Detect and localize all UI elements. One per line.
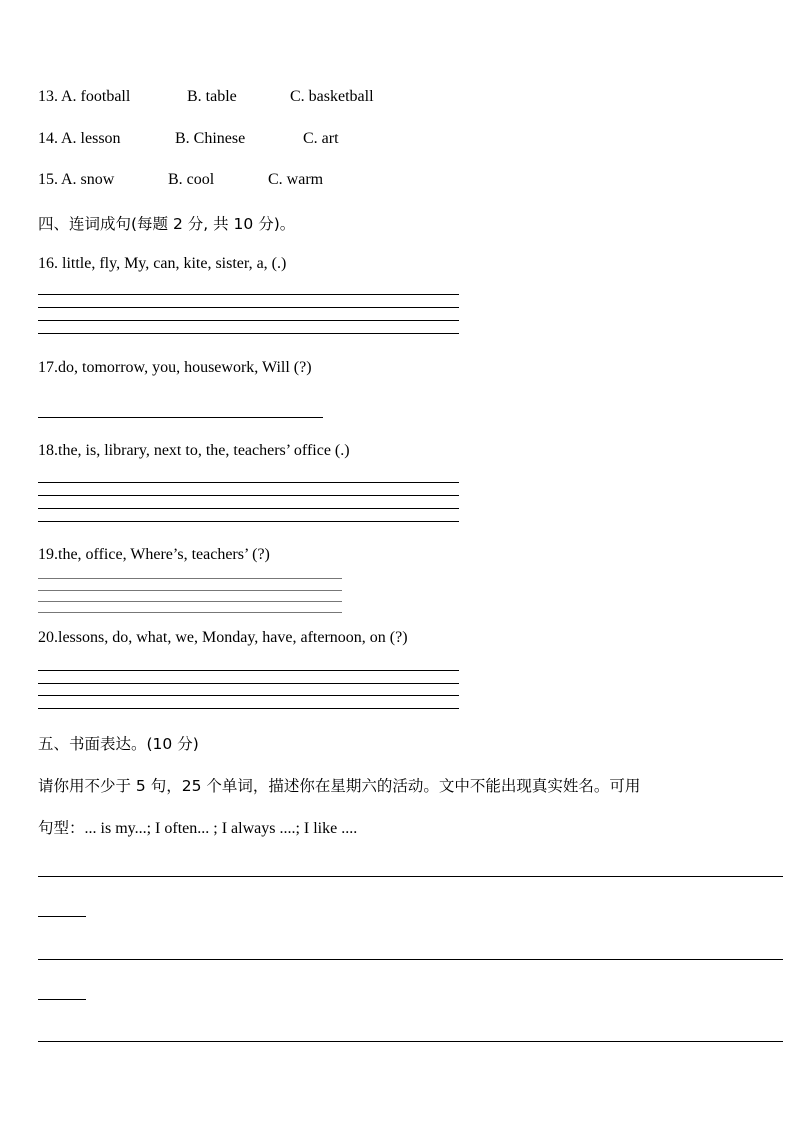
answer-line[interactable] (38, 708, 459, 709)
question-number: 17. (38, 359, 58, 376)
answer-line[interactable] (38, 482, 459, 483)
writing-line[interactable] (38, 959, 783, 960)
question-text: little, fly, My, can, kite, sister, a, (.) (58, 255, 287, 272)
patterns-label: 句型： (38, 819, 85, 837)
question-number: 16. (38, 255, 58, 272)
question-number: 19. (38, 546, 58, 563)
question-text: do, tomorrow, you, housework, Will (?) (58, 359, 312, 376)
writing-line[interactable] (38, 916, 86, 917)
option-c: C. warm (268, 171, 324, 188)
question-16 (38, 255, 286, 273)
option-b: B. Chinese (175, 130, 246, 147)
section-heading: 四、连词成句(每题 2 分, 共 10 分)。 (38, 215, 296, 233)
answer-line[interactable] (38, 695, 459, 696)
writing-instruction: 请你用不少于 5 句，25 个单词，描述你在星期六的活动。文中不能出现真实姓名。可用 (38, 777, 641, 795)
answer-line[interactable] (38, 521, 459, 522)
answer-line[interactable] (38, 417, 323, 418)
writing-line[interactable] (38, 1041, 783, 1042)
question-number: 14. (38, 130, 58, 147)
writing-line[interactable] (38, 999, 86, 1000)
answer-line[interactable] (38, 307, 459, 308)
question-number: 15. (38, 171, 58, 188)
option-a: A. football (61, 88, 131, 105)
option-b: B. cool (168, 171, 215, 188)
question-19 (38, 546, 270, 564)
option-c: C. art (303, 130, 339, 147)
answer-line[interactable] (38, 578, 342, 579)
answer-line[interactable] (38, 612, 342, 613)
writing-line[interactable] (38, 876, 783, 877)
answer-line[interactable] (38, 333, 459, 334)
option-a: A. snow (61, 171, 115, 188)
question-text: lessons, do, what, we, Monday, have, afternoon, on (?) (58, 629, 408, 646)
answer-line[interactable] (38, 495, 459, 496)
answer-line[interactable] (38, 670, 459, 671)
question-text: the, office, Where’s, teachers’ (?) (58, 546, 270, 563)
option-c: C. basketball (290, 88, 374, 105)
option-b: B. table (187, 88, 237, 105)
question-number: 18. (38, 442, 58, 459)
answer-line[interactable] (38, 320, 459, 321)
section-heading: 五、书面表达。(10 分) (38, 735, 199, 753)
answer-line[interactable] (38, 294, 459, 295)
question-17 (38, 359, 312, 377)
answer-line[interactable] (38, 508, 459, 509)
sentence-patterns (38, 816, 357, 838)
question-number: 20. (38, 629, 58, 646)
question-20 (38, 629, 408, 647)
answer-line[interactable] (38, 590, 342, 591)
answer-line[interactable] (38, 683, 459, 684)
patterns-text: ... is my...; I often... ; I always ....; I like .... (84, 820, 358, 837)
question-number: 13. (38, 88, 58, 105)
option-a: A. lesson (61, 130, 121, 147)
question-text: the, is, library, next to, the, teachers’ office (.) (58, 442, 350, 459)
answer-line[interactable] (38, 601, 342, 602)
question-18 (38, 442, 350, 460)
